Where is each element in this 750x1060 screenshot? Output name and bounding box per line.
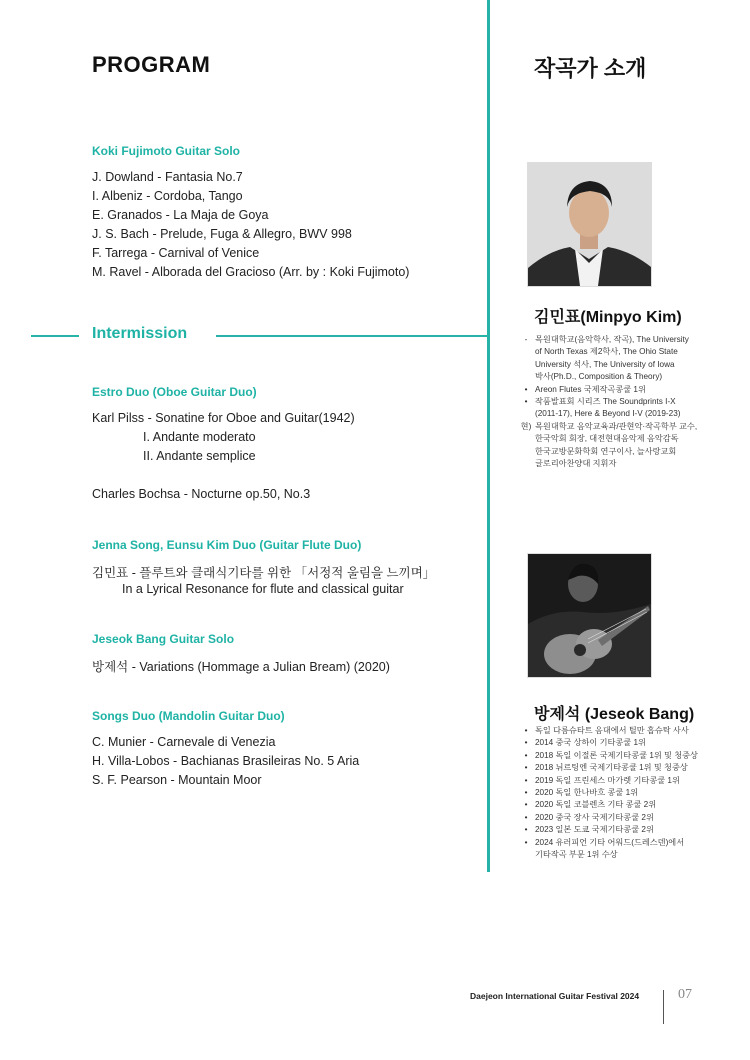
bio-line: • 2024 유러피언 기타 어워드(드레스덴)에서 (524, 837, 685, 847)
bio-line: • 2018 뉘르팅엔 국제기타콩쿨 1위 및 청중상 (524, 763, 688, 773)
bio-line: • 독일 다름슈타트 음대에서 틸만 홉슈탁 사사 (524, 726, 689, 735)
bio-line: 박사(Ph.D., Composition & Theory) (535, 372, 663, 382)
composer-section-title: 작곡가 소개 (534, 56, 647, 81)
program-line: I. Andante moderato (143, 430, 256, 444)
composer-name-jeseok-bang: 방제석 (Jeseok Bang) (534, 706, 695, 723)
composer-bio-jeseok-bang (519, 725, 698, 861)
bio-line: • 작품발표회 시리즈 The Soundprints I-X (524, 397, 676, 407)
bio-line: • 2019 독일 프린세스 마가렛 기타콩쿨 1위 (524, 775, 680, 785)
program-line: J. Dowland - Fantasia No.7 (92, 170, 243, 184)
program-line: Charles Bochsa - Nocturne op.50, No.3 (92, 487, 311, 501)
bio-line: • 2014 중국 상하이 기타콩쿨 1위 (524, 738, 646, 748)
program-line: E. Granados - La Maja de Goya (92, 208, 269, 222)
section-heading-estro-duo: Estro Duo (Oboe Guitar Duo) (92, 385, 257, 399)
intermission-rule-left (31, 335, 79, 337)
intermission-row (0, 322, 487, 348)
bio-line: - 목원대학교(음악학사, 작곡), The University (524, 335, 689, 344)
bio-line: 기타작곡 부문 1위 수상 (535, 850, 618, 860)
program-line: C. Munier - Carnevale di Venezia (92, 735, 276, 749)
bio-line: 한국악회 회장, 대전현대음악제 음악감독 (535, 434, 679, 444)
intermission-label: Intermission (92, 325, 188, 342)
program-title: PROGRAM (92, 52, 211, 77)
program-line: S. F. Pearson - Mountain Moor (92, 773, 262, 787)
program-line: H. Villa-Lobos - Bachianas Brasileiras No. 5 Aria (92, 754, 360, 768)
portrait-photo-icon (527, 162, 652, 287)
section-heading-jeseok-bang: Jeseok Bang Guitar Solo (92, 632, 235, 646)
footer-divider (663, 990, 664, 1024)
bio-line: • 2020 중국 장사 국제기타콩쿨 2위 (524, 812, 654, 822)
program-line: 방제석 - Variations (Hommage a Julian Bream) (2020) (92, 660, 390, 674)
intermission-rule-right (216, 335, 487, 337)
program-line: Karl Pilss - Sonatine for Oboe and Guitar(1942) (92, 411, 355, 425)
composer-name-minpyo-kim: 김민표(Minpyo Kim) (534, 309, 682, 326)
program-line: F. Tarrega - Carnival of Venice (92, 246, 260, 260)
bio-line: (2011-17), Here & Beyond I-V (2019-23) (535, 409, 681, 419)
bio-line: University 석사, The University of Iowa (535, 359, 675, 369)
bio-line: • Areon Flutes 국제작곡콩쿨 1위 (524, 384, 646, 394)
section-heading-koki-fujimoto: Koki Fujimoto Guitar Solo (92, 144, 240, 158)
bio-line: of North Texas 제2학사, The Ohio State (535, 347, 678, 357)
bio-line: • 2018 독일 이절론 국제기타콩쿨 1위 및 청중상 (524, 750, 698, 760)
program-line: I. Albeniz - Cordoba, Tango (92, 189, 243, 203)
bio-line: • 2020 독일 코블렌츠 기타 콩쿨 2위 (524, 800, 657, 810)
section-heading-songs-duo: Songs Duo (Mandolin Guitar Duo) (92, 709, 285, 723)
footer-festival-name: Daejeon International Guitar Festival 2024 (470, 991, 640, 1001)
bio-line: 글로리아찬양대 지휘자 (535, 459, 617, 469)
program-line: M. Ravel - Alborada del Gracioso (Arr. by : Koki Fujimoto) (92, 265, 410, 279)
bio-line: 현) 목원대학교 음악교육과/관현악·작곡학부 교수, (520, 421, 698, 431)
bio-line: • 2020 독일 한나바흐 콩쿨 1위 (524, 788, 639, 798)
guitarist-photo-icon (527, 553, 652, 678)
vertical-divider (487, 0, 490, 872)
bio-line: • 2023 일본 도쿄 국제기타콩쿨 2위 (524, 825, 654, 835)
program-line: II. Andante semplice (143, 449, 256, 463)
composer-bio-minpyo-kim (519, 334, 697, 470)
program-line: In a Lyrical Resonance for flute and classical guitar (122, 582, 404, 596)
program-line: J. S. Bach - Prelude, Fuga & Allegro, BWV 998 (92, 227, 352, 241)
bio-line: 한국교방문화학회 연구이사, 늘사랑교회 (535, 446, 677, 456)
page-number: 07 (678, 987, 692, 1002)
section-heading-jenna-eunsu: Jenna Song, Eunsu Kim Duo (Guitar Flute Duo) (92, 538, 362, 552)
program-line: 김민표 - 플루트와 클래식기타를 위한 「서정적 울림을 느끼며」 (92, 566, 436, 580)
